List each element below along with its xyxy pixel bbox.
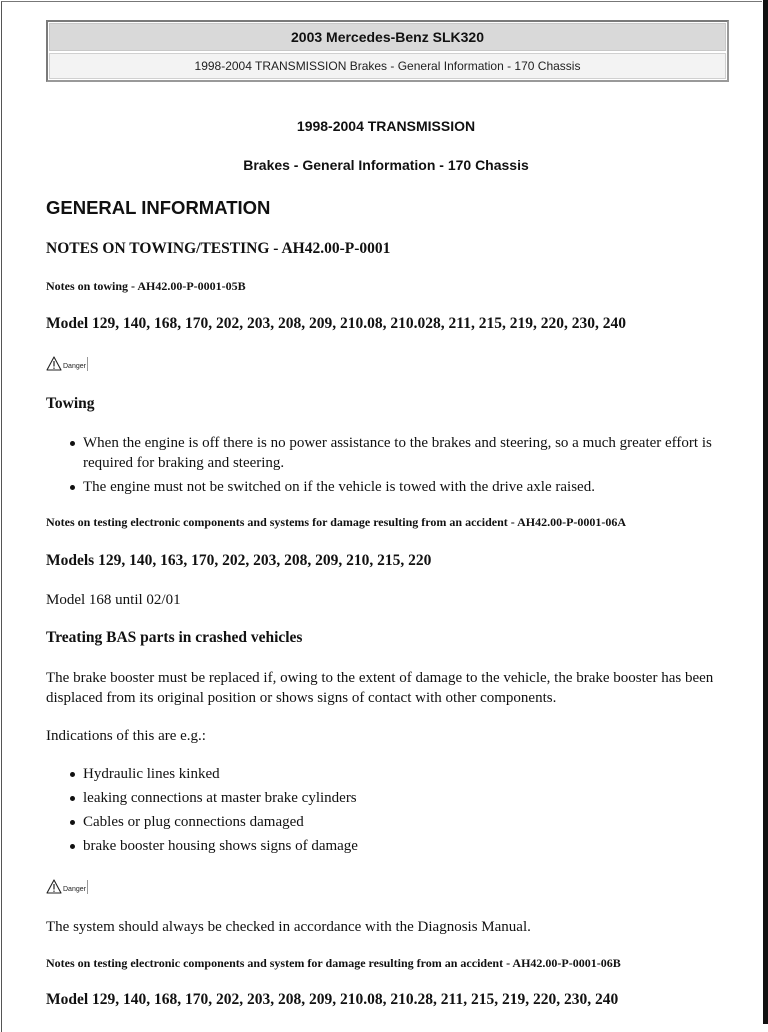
indications-text: Indications of this are e.g.:	[46, 728, 206, 744]
testing-note-a: Notes on testing electronic components and systems for damage resulting from an accident - AH42.00-P-0001-06A	[46, 515, 627, 529]
section-subtitle: Brakes - General Information - 170 Chassis	[243, 157, 529, 173]
list-item: brake booster housing shows signs of damage	[83, 836, 733, 856]
towing-list	[46, 433, 733, 501]
model-168-note: Model 168 until 02/01	[46, 592, 181, 608]
towing-models: Model 129, 140, 168, 170, 202, 203, 208, 209, 210.08, 210.028, 211, 215, 219, 220, 230, 240	[46, 315, 626, 332]
danger-label: Danger	[63, 357, 88, 371]
list-item: When the engine is off there is no power assistance to the brakes and steering, so a much greater effort is required for braking and steering.	[83, 433, 733, 473]
list-item: The engine must not be switched on if the vehicle is towed with the drive axle raised.	[83, 477, 733, 497]
document-header	[46, 20, 729, 82]
bas-paragraph: The brake booster must be replaced if, owing to the extent of damage to the vehicle, the brake booster has been displaced from its original position or shows signs of contact with other components.	[46, 670, 714, 706]
diagnosis-text: The system should always be checked in accordance with the Diagnosis Manual.	[46, 919, 531, 935]
indications-list	[46, 764, 733, 860]
vehicle-title: 2003 Mercedes-Benz SLK320	[49, 23, 726, 51]
warning-triangle-icon	[46, 879, 62, 894]
testing-models-b: Model 129, 140, 168, 170, 202, 203, 208, 209, 210.08, 210.28, 211, 215, 219, 220, 230, 240	[46, 991, 619, 1008]
warning-triangle-icon	[46, 356, 62, 371]
section-title: 1998-2004 TRANSMISSION	[296, 118, 476, 134]
danger-label: Danger	[63, 880, 88, 894]
danger-notice	[46, 353, 88, 371]
page-edge	[763, 0, 768, 1024]
testing-note-b: Notes on testing electronic components and system for damage resulting from an accident - AH42.00-P-0001-06B	[46, 956, 621, 970]
list-item: Cables or plug connections damaged	[83, 812, 733, 832]
notes-heading: NOTES ON TOWING/TESTING - AH42.00-P-0001	[46, 240, 391, 257]
towing-note: Notes on towing - AH42.00-P-0001-05B	[46, 279, 246, 293]
danger-notice	[46, 876, 88, 894]
towing-heading: Towing	[46, 395, 95, 412]
general-information-heading: GENERAL INFORMATION	[46, 197, 271, 218]
list-item: leaking connections at master brake cylinders	[83, 788, 733, 808]
document-subtitle: 1998-2004 TRANSMISSION Brakes - General Information - 170 Chassis	[49, 53, 726, 79]
bas-heading: Treating BAS parts in crashed vehicles	[46, 629, 303, 646]
list-item: Hydraulic lines kinked	[83, 764, 733, 784]
testing-models-a: Models 129, 140, 163, 170, 202, 203, 208, 209, 210, 215, 220	[46, 552, 432, 569]
